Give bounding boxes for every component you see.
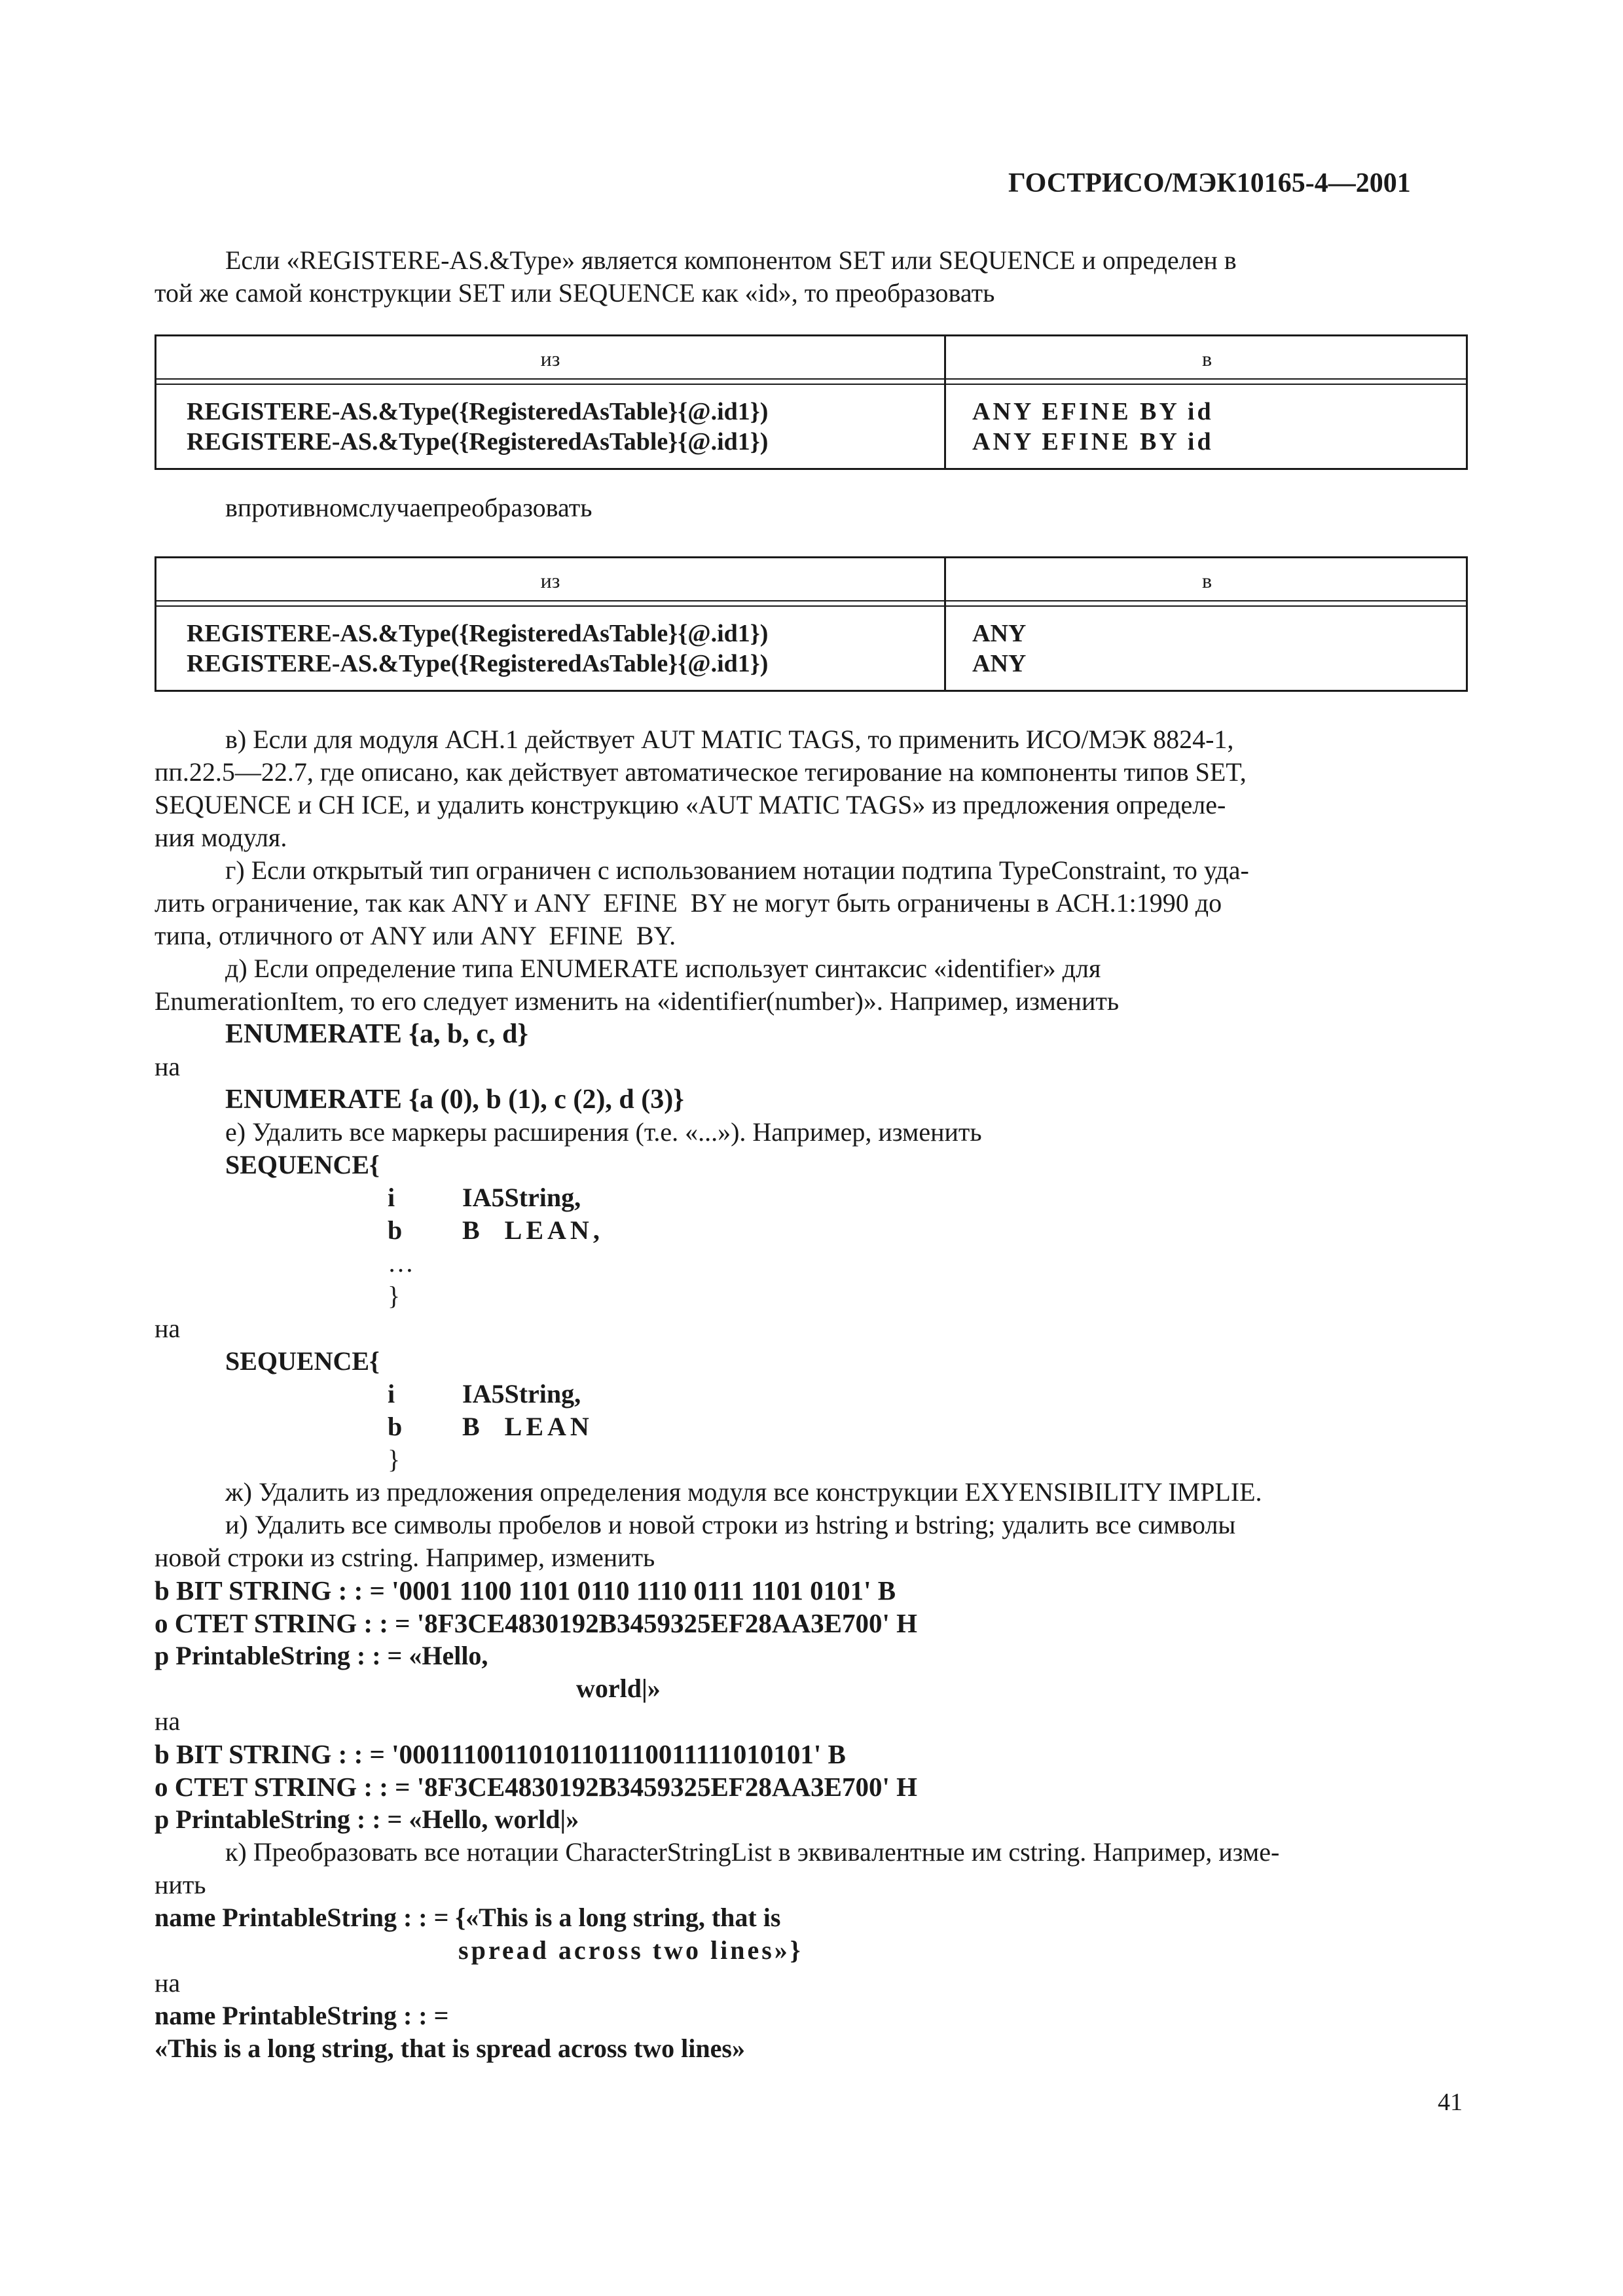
printablestring-before-1: p PrintableString : : = «Hello, bbox=[155, 1641, 488, 1670]
sequence-before-b-type: B LEAN, bbox=[462, 1215, 604, 1245]
sequence-before-i: i bbox=[388, 1183, 395, 1212]
table1-header-from: из bbox=[540, 347, 560, 370]
item-v-line-2: пп.22.5—22.7, где описано, как действует автоматическое тегирование на компоненты типов SET, bbox=[155, 757, 1247, 787]
namestring-after-2: «This is a long string, that is spread across two lines» bbox=[155, 2034, 745, 2063]
item-v-line-3: SEQUENCE и CH ICE, и удалить конструкцию «AUT MATIC TAGS» из предложения определе- bbox=[155, 790, 1226, 819]
intro-line-2: той же самой конструкции SET или SEQUENCE как «id», то преобразовать bbox=[155, 278, 995, 308]
word-na-2: на bbox=[155, 1314, 181, 1343]
sequence-after-i: i bbox=[388, 1379, 395, 1408]
namestring-before-1: name PrintableString : : = {«This is a long string, that is bbox=[155, 1903, 781, 1932]
sequence-after-close: } bbox=[388, 1444, 401, 1474]
intro-line-1: Если «REGISTERE-AS.&Type» является компонентом SET или SEQUENCE и определен в bbox=[225, 245, 1237, 275]
item-k-line-1: к) Преобразовать все нотации CharacterStringList в эквивалентные им cstring. Например, изме- bbox=[225, 1837, 1280, 1867]
item-e-line-1: е) Удалить все маркеры расширения (т.е. «...»). Например, изменить bbox=[225, 1117, 982, 1147]
sequence-after-i-type: IA5String, bbox=[462, 1379, 581, 1408]
enumerate-example-before: ENUMERATE {a, b, c, d} bbox=[225, 1019, 528, 1049]
printablestring-after: p PrintableString : : = «Hello, world|» bbox=[155, 1804, 579, 1834]
item-g-line-2: лить ограничение, так как ANY и ANY EFINE BY не могут быть ограничены в АСН.1:1990 до bbox=[155, 888, 1222, 918]
printablestring-before-2: world|» bbox=[576, 1674, 661, 1703]
sequence-before-close: } bbox=[388, 1281, 401, 1310]
table1-row1-from: REGISTERE-AS.&Type({RegisteredAsTable}{@.id1}) bbox=[187, 398, 769, 425]
table1-header-to: в bbox=[1201, 347, 1213, 370]
sequence-before-i-type: IA5String, bbox=[462, 1183, 581, 1212]
item-i-line-1: и) Удалить все символы пробелов и новой строки из hstring и bstring; удалить все символы bbox=[225, 1510, 1236, 1539]
table1-row1-to: ANY EFINE BY id bbox=[972, 398, 1214, 425]
otherwise-text: впротивномслучаепреобразовать bbox=[225, 493, 593, 522]
item-g-line-1: г) Если открытый тип ограничен с использованием нотации подтипа TypeConstraint, то уда- bbox=[225, 855, 1249, 885]
item-v-line-1: в) Если для модуля АСН.1 действует AUT MATIC TAGS, то применить ИСО/МЭК 8824-1, bbox=[225, 725, 1234, 754]
sequence-after-open: SEQUENCE{ bbox=[225, 1346, 380, 1376]
sequence-before-b: b bbox=[388, 1215, 403, 1245]
word-na-4: на bbox=[155, 1968, 181, 1998]
sequence-after-b-type: B LEAN bbox=[462, 1412, 593, 1441]
word-na-3: на bbox=[155, 1706, 181, 1736]
enumerate-example-after: ENUMERATE {a (0), b (1), c (2), d (3)} bbox=[225, 1085, 684, 1115]
table2-row1-from: REGISTERE-AS.&Type({RegisteredAsTable}{@.id1}) bbox=[187, 620, 769, 647]
document-header: ГОСТРИСО/МЭК10165-4—2001 bbox=[1008, 168, 1411, 198]
table2-row1-to: ANY bbox=[972, 620, 1027, 647]
item-d-line-2: EnumerationItem, то его следует изменить на «identifier(number)». Например, изменить bbox=[155, 986, 1120, 1016]
table2-row2-from: REGISTERE-AS.&Type({RegisteredAsTable}{@.id1}) bbox=[187, 650, 769, 677]
sequence-after-b: b bbox=[388, 1412, 403, 1441]
table2-row2-to: ANY bbox=[972, 650, 1027, 677]
conversion-table-2 bbox=[155, 556, 1468, 692]
sequence-before-open: SEQUENCE{ bbox=[225, 1150, 380, 1179]
table1-row2-to: ANY EFINE BY id bbox=[972, 428, 1214, 456]
item-d-line-1: д) Если определение типа ENUMERATE использует синтаксис «identifier» для bbox=[225, 954, 1101, 983]
conversion-table-1 bbox=[155, 334, 1468, 470]
word-na-1: на bbox=[155, 1052, 181, 1081]
namestring-after-1: name PrintableString : : = bbox=[155, 2001, 449, 2030]
octetstring-before: o CTET STRING : : = '8F3CE4830192B3459325EF28AA3E700' H bbox=[155, 1608, 918, 1638]
bitstring-before: b BIT STRING : : = '0001 1100 1101 0110 1110 0111 1101 0101' B bbox=[155, 1575, 896, 1605]
table2-header-to: в bbox=[1201, 569, 1213, 592]
sequence-before-ellipsis: … bbox=[388, 1248, 414, 1278]
table2-header-from: из bbox=[540, 569, 560, 592]
octetstring-after: o CTET STRING : : = '8F3CE4830192B3459325EF28AA3E700' H bbox=[155, 1772, 918, 1802]
item-v-line-4: ния модуля. bbox=[155, 823, 287, 852]
item-k-line-2: нить bbox=[155, 1870, 206, 1899]
namestring-before-2: spread across two lines»} bbox=[458, 1935, 803, 1965]
item-g-line-3: типа, отличного от ANY или ANY EFINE BY. bbox=[155, 921, 676, 950]
table1-row2-from: REGISTERE-AS.&Type({RegisteredAsTable}{@.id1}) bbox=[187, 428, 769, 456]
item-i-line-2: новой строки из cstring. Например, изменить bbox=[155, 1543, 655, 1572]
page-number: 41 bbox=[1438, 2089, 1463, 2116]
item-zh-line-1: ж) Удалить из предложения определения модуля все конструкции EXYENSIBILITY IMPLIE. bbox=[225, 1477, 1262, 1507]
bitstring-after: b BIT STRING : : = '00011100110101101110011111010101' B bbox=[155, 1739, 846, 1769]
